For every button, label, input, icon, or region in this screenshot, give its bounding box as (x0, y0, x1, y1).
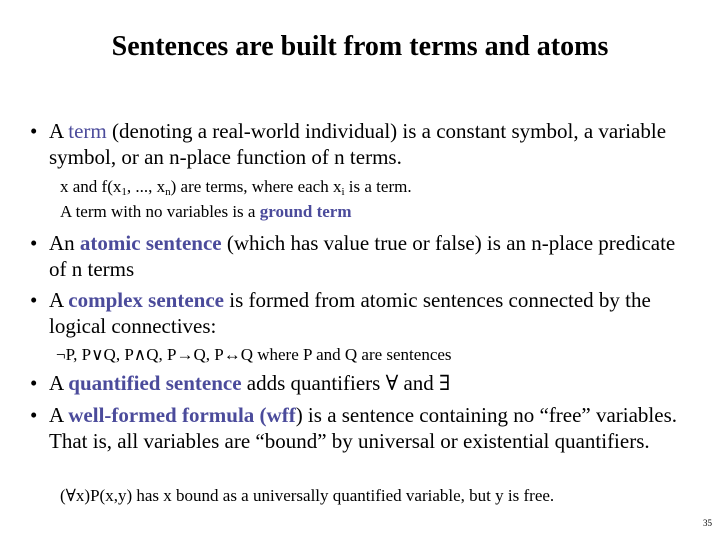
sub-item-connectives: ¬P, P∨Q, P∧Q, P→Q, P↔Q where P and Q are sentences (56, 345, 452, 364)
bullet-text: A complex sentence is formed from atomic sentences connected by the logical connectives: (49, 288, 651, 338)
bullet-dot: • (30, 288, 38, 312)
bullet-atomic-sentence (30, 230, 690, 282)
bullet-dot: • (30, 403, 38, 427)
page-number: 35 (703, 518, 712, 528)
keyword-quantified-sentence: quantified sentence (68, 371, 242, 395)
bullet-complex-sentence (30, 287, 690, 339)
keyword-term: term (68, 119, 107, 143)
bullet-dot: • (30, 231, 38, 255)
keyword-atomic-sentence: atomic sentence (79, 231, 222, 255)
sub-item-ground-term: A term with no variables is a ground term (60, 202, 352, 221)
bullet-text: A quantified sentence adds quantifiers ∀ and ∃ (49, 371, 451, 395)
bullet-text: An atomic sentence (which has value true or false) is an n-place predicate of n terms (49, 231, 676, 281)
bullet-dot: • (30, 371, 38, 395)
keyword-complex-sentence: complex sentence (68, 288, 224, 312)
bullet-term (30, 118, 690, 170)
sub-item-terms: x and $f(x_1$, ..., $x_n$) are terms, where each $x_i$ is a term. (60, 177, 412, 198)
bullet-quantified-sentence (30, 370, 690, 396)
bullet-wff (30, 402, 690, 454)
bullet-dot: • (30, 119, 38, 143)
bullet-text: A well-formed formula (wff) is a sentence containing no “free” variables. That is, all variables are “bound” by universal or existential quantifiers. (49, 403, 678, 453)
bullet-text: A term (denoting a real-world individual) is a constant symbol, a variable symbol, or an n-place function of n terms. (49, 119, 667, 169)
slide-title: Sentences are built from terms and atoms (111, 31, 609, 62)
sub-item-bound-example: (∀x)P(x,y) has x bound as a universally quantified variable, but y is free. (60, 486, 555, 505)
keyword-ground-term: ground term (259, 202, 352, 221)
keyword-wff: well-formed formula (wff (68, 403, 296, 427)
